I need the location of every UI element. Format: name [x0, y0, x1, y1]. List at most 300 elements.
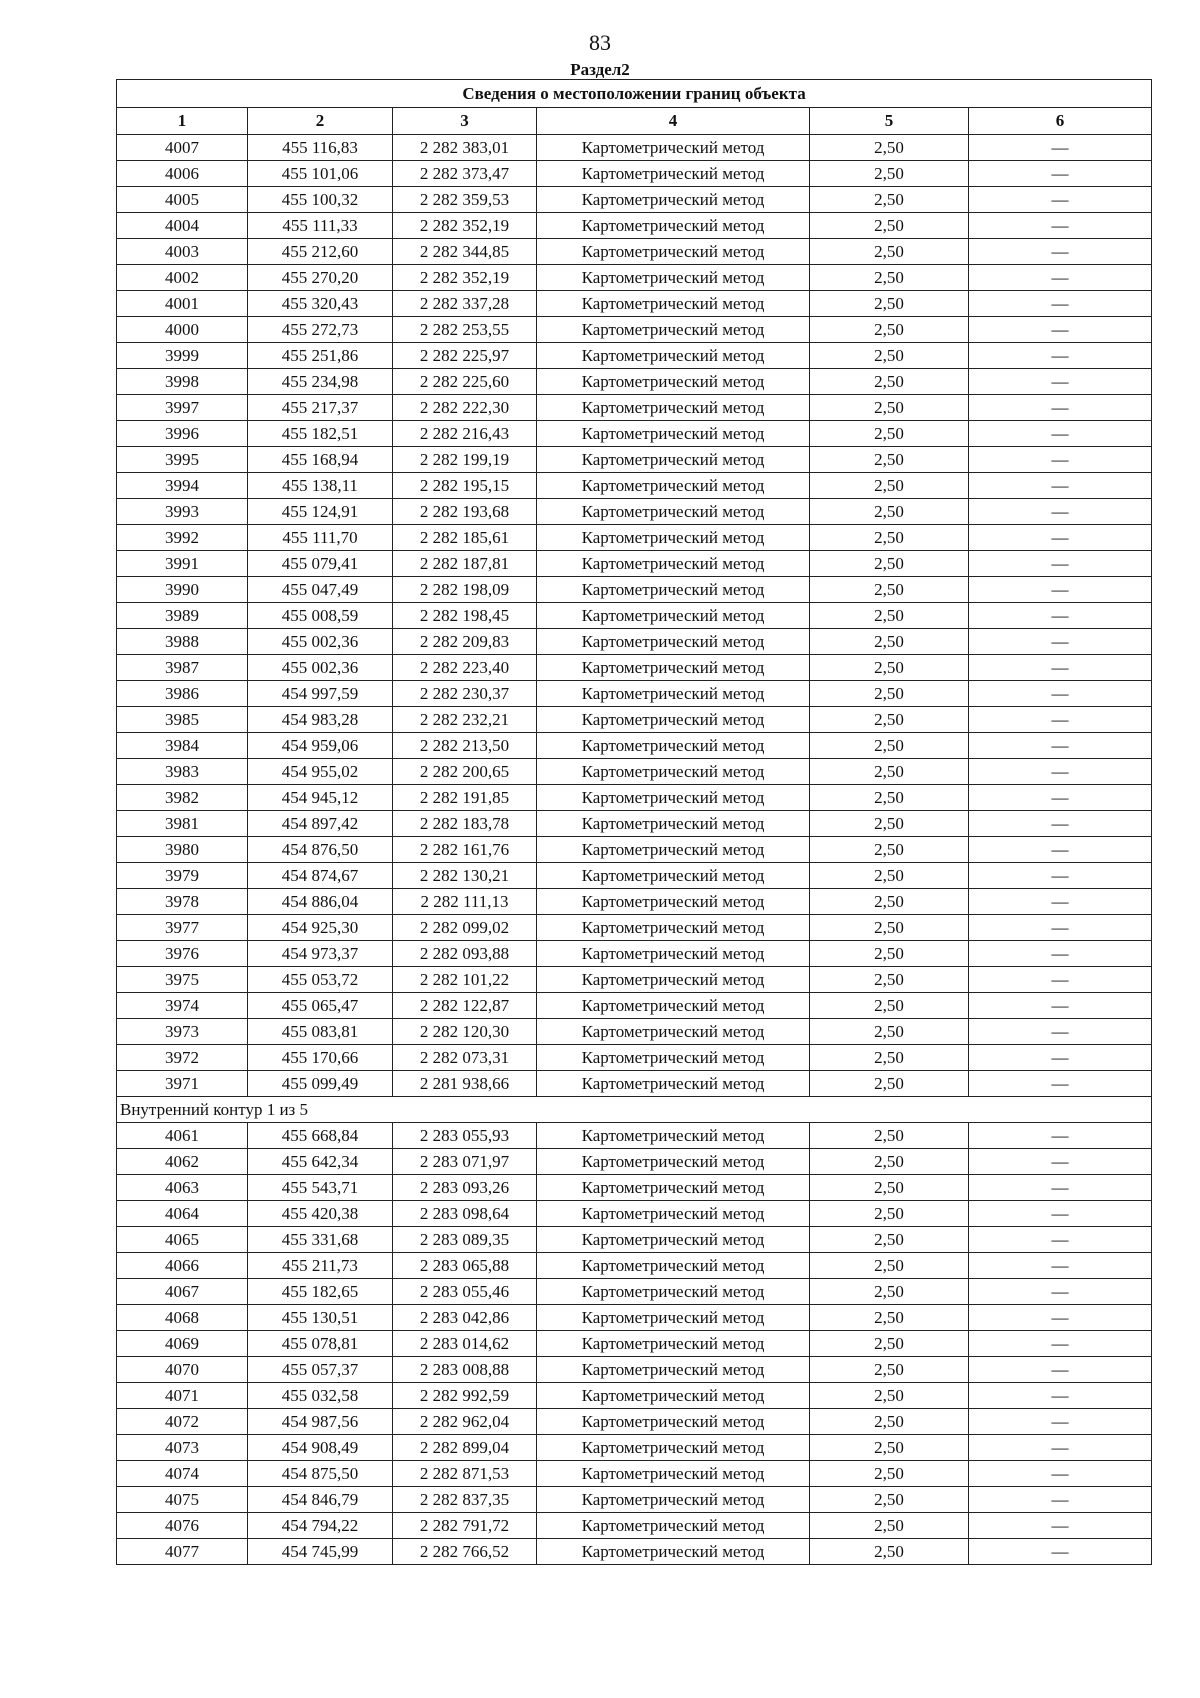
table-cell: 2,50 — [810, 1513, 969, 1539]
table-cell: 2,50 — [810, 239, 969, 265]
column-header: 6 — [969, 108, 1152, 135]
table-cell: — — [969, 1487, 1152, 1513]
table-row — [117, 993, 1152, 1019]
table-cell: — — [969, 1383, 1152, 1409]
table-cell: 2,50 — [810, 1149, 969, 1175]
table-cell: 4076 — [117, 1513, 248, 1539]
table-cell: 2 281 938,66 — [393, 1071, 537, 1097]
table-cell: — — [969, 1149, 1152, 1175]
table-cell: — — [969, 1045, 1152, 1071]
table-cell: — — [969, 343, 1152, 369]
table-cell: 3995 — [117, 447, 248, 473]
table-cell: 455 099,49 — [248, 1071, 393, 1097]
table-cell: — — [969, 473, 1152, 499]
table-cell: 2 282 209,83 — [393, 629, 537, 655]
table-cell: 2,50 — [810, 135, 969, 161]
column-header: 2 — [248, 108, 393, 135]
table-cell: Картометрический метод — [537, 1357, 810, 1383]
page-number: 83 — [589, 30, 611, 55]
table-cell: 2 282 191,85 — [393, 785, 537, 811]
table-row — [117, 759, 1152, 785]
table-cell: 2,50 — [810, 863, 969, 889]
table-cell: 3971 — [117, 1071, 248, 1097]
table-cell: 2 283 065,88 — [393, 1253, 537, 1279]
table-cell: Картометрический метод — [537, 551, 810, 577]
table-row — [117, 837, 1152, 863]
table-cell: 2 282 352,19 — [393, 265, 537, 291]
table-cell: 4072 — [117, 1409, 248, 1435]
table-cell: 2 282 344,85 — [393, 239, 537, 265]
table-cell: 4075 — [117, 1487, 248, 1513]
table-cell: 2,50 — [810, 603, 969, 629]
table-cell: 2 282 871,53 — [393, 1461, 537, 1487]
table-cell: — — [969, 1331, 1152, 1357]
table-cell: 3985 — [117, 707, 248, 733]
table-row — [117, 421, 1152, 447]
table-cell: 2,50 — [810, 369, 969, 395]
table-cell: Картометрический метод — [537, 733, 810, 759]
table-cell: 455 057,37 — [248, 1357, 393, 1383]
table-cell: 454 955,02 — [248, 759, 393, 785]
table-cell: 454 876,50 — [248, 837, 393, 863]
table-title: Сведения о местоположении границ объекта — [117, 80, 1152, 108]
table-cell: 2,50 — [810, 1357, 969, 1383]
table-cell: 2 282 216,43 — [393, 421, 537, 447]
table-cell: Картометрический метод — [537, 1513, 810, 1539]
table-cell: 2 282 962,04 — [393, 1409, 537, 1435]
table-cell: 2,50 — [810, 1461, 969, 1487]
table-cell: 2 282 359,53 — [393, 187, 537, 213]
table-row — [117, 1383, 1152, 1409]
table-row — [117, 915, 1152, 941]
table-cell: 2 282 122,87 — [393, 993, 537, 1019]
table-cell: Картометрический метод — [537, 811, 810, 837]
table-cell: — — [969, 889, 1152, 915]
table-cell: 2,50 — [810, 447, 969, 473]
table-row — [117, 629, 1152, 655]
table-cell: 454 987,56 — [248, 1409, 393, 1435]
table-cell: 3990 — [117, 577, 248, 603]
table-cell: 2 282 337,28 — [393, 291, 537, 317]
table-cell: Картометрический метод — [537, 1383, 810, 1409]
table-cell: 2 282 093,88 — [393, 941, 537, 967]
table-row — [117, 1357, 1152, 1383]
column-header: 3 — [393, 108, 537, 135]
table-cell: Картометрический метод — [537, 1045, 810, 1071]
table-cell: 2,50 — [810, 1383, 969, 1409]
table-cell: 4004 — [117, 213, 248, 239]
table-cell: 2,50 — [810, 811, 969, 837]
table-cell: 2,50 — [810, 1175, 969, 1201]
table-cell: Картометрический метод — [537, 265, 810, 291]
table-row — [117, 967, 1152, 993]
table-cell: — — [969, 1279, 1152, 1305]
table-row — [117, 473, 1152, 499]
table-cell: — — [969, 1019, 1152, 1045]
table-cell: 4061 — [117, 1123, 248, 1149]
table-cell: 4069 — [117, 1331, 248, 1357]
table-cell: 455 101,06 — [248, 161, 393, 187]
table-cell: 2 282 101,22 — [393, 967, 537, 993]
table-cell: 2,50 — [810, 1539, 969, 1565]
table-cell: — — [969, 1227, 1152, 1253]
table-cell: — — [969, 811, 1152, 837]
table-cell: 454 745,99 — [248, 1539, 393, 1565]
table-cell: 2,50 — [810, 1123, 969, 1149]
table-row — [117, 213, 1152, 239]
table-cell: — — [969, 941, 1152, 967]
table-cell: Картометрический метод — [537, 863, 810, 889]
table-cell: 454 897,42 — [248, 811, 393, 837]
table-row — [117, 265, 1152, 291]
section-title: Раздел2 — [570, 60, 630, 79]
table-cell: 454 959,06 — [248, 733, 393, 759]
table-cell: 2 282 198,45 — [393, 603, 537, 629]
table-cell: 455 078,81 — [248, 1331, 393, 1357]
table-cell: Картометрический метод — [537, 1305, 810, 1331]
table-cell: 2 282 899,04 — [393, 1435, 537, 1461]
table-cell: 455 008,59 — [248, 603, 393, 629]
table-cell: — — [969, 967, 1152, 993]
table-cell: 455 170,66 — [248, 1045, 393, 1071]
table-cell: 2 282 198,09 — [393, 577, 537, 603]
table-cell: 2,50 — [810, 1019, 969, 1045]
table-cell: 2 282 183,78 — [393, 811, 537, 837]
table-cell: 454 908,49 — [248, 1435, 393, 1461]
table-cell: 2,50 — [810, 525, 969, 551]
table-row — [117, 655, 1152, 681]
table-cell: 2,50 — [810, 1305, 969, 1331]
table-cell: 3982 — [117, 785, 248, 811]
table-cell: Картометрический метод — [537, 629, 810, 655]
table-cell: 2,50 — [810, 993, 969, 1019]
table-cell: Картометрический метод — [537, 603, 810, 629]
table-cell: 4077 — [117, 1539, 248, 1565]
table-cell: Картометрический метод — [537, 291, 810, 317]
table-cell: 2 282 791,72 — [393, 1513, 537, 1539]
table-cell: 3976 — [117, 941, 248, 967]
table-cell: 2,50 — [810, 577, 969, 603]
table-row — [117, 239, 1152, 265]
table-cell: 3973 — [117, 1019, 248, 1045]
table-cell: 455 111,33 — [248, 213, 393, 239]
table-cell: 2,50 — [810, 1279, 969, 1305]
table-cell: Картометрический метод — [537, 837, 810, 863]
table-cell: Картометрический метод — [537, 317, 810, 343]
table-cell: 3999 — [117, 343, 248, 369]
table-cell: 2,50 — [810, 291, 969, 317]
table-cell: — — [969, 525, 1152, 551]
table-cell: 2,50 — [810, 655, 969, 681]
table-cell: 3981 — [117, 811, 248, 837]
table-row — [117, 291, 1152, 317]
table-cell: 455 642,34 — [248, 1149, 393, 1175]
table-cell: 454 886,04 — [248, 889, 393, 915]
table-cell: 4000 — [117, 317, 248, 343]
table-cell: 2 282 837,35 — [393, 1487, 537, 1513]
table-cell: 2,50 — [810, 1331, 969, 1357]
table-cell: 455 168,94 — [248, 447, 393, 473]
table-cell: — — [969, 655, 1152, 681]
table-cell: 455 331,68 — [248, 1227, 393, 1253]
table-cell: 2,50 — [810, 889, 969, 915]
table-cell: 2,50 — [810, 317, 969, 343]
table-cell: 4073 — [117, 1435, 248, 1461]
table-cell: 2 283 055,93 — [393, 1123, 537, 1149]
contour-group-row — [117, 1097, 1152, 1123]
table-cell: 2 282 185,61 — [393, 525, 537, 551]
table-cell: 2,50 — [810, 1253, 969, 1279]
table-cell: — — [969, 1175, 1152, 1201]
table-row — [117, 681, 1152, 707]
table-cell: 3986 — [117, 681, 248, 707]
table-cell: — — [969, 421, 1152, 447]
table-cell: 2 282 992,59 — [393, 1383, 537, 1409]
table-cell: 3992 — [117, 525, 248, 551]
table-cell: Картометрический метод — [537, 1123, 810, 1149]
table-cell: — — [969, 447, 1152, 473]
table-cell: 455 251,86 — [248, 343, 393, 369]
table-row — [117, 785, 1152, 811]
table-cell: 2 283 014,62 — [393, 1331, 537, 1357]
table-cell: — — [969, 1253, 1152, 1279]
table-cell: Картометрический метод — [537, 421, 810, 447]
table-cell: — — [969, 785, 1152, 811]
table-cell: — — [969, 239, 1152, 265]
table-cell: — — [969, 1461, 1152, 1487]
table-cell: — — [969, 369, 1152, 395]
table-cell: 2 282 073,31 — [393, 1045, 537, 1071]
table-cell: 455 668,84 — [248, 1123, 393, 1149]
table-cell: 2 282 199,19 — [393, 447, 537, 473]
table-cell: — — [969, 837, 1152, 863]
table-cell: 3972 — [117, 1045, 248, 1071]
table-cell: 2 283 055,46 — [393, 1279, 537, 1305]
table-cell: Картометрический метод — [537, 707, 810, 733]
table-cell: 2,50 — [810, 473, 969, 499]
table-cell: 3994 — [117, 473, 248, 499]
table-cell: 2 282 187,81 — [393, 551, 537, 577]
table-cell: 2 282 373,47 — [393, 161, 537, 187]
table-cell: Картометрический метод — [537, 1331, 810, 1357]
table-row — [117, 1331, 1152, 1357]
table-cell: Картометрический метод — [537, 395, 810, 421]
table-row — [117, 395, 1152, 421]
table-cell: Картометрический метод — [537, 1227, 810, 1253]
header-row — [117, 108, 1152, 135]
table-cell: 455 079,41 — [248, 551, 393, 577]
table-cell: 2 283 008,88 — [393, 1357, 537, 1383]
table-cell: Картометрический метод — [537, 577, 810, 603]
table-cell: 455 272,73 — [248, 317, 393, 343]
table-cell: 454 997,59 — [248, 681, 393, 707]
table-cell: 455 002,36 — [248, 629, 393, 655]
table-row — [117, 135, 1152, 161]
table-body — [117, 80, 1152, 1565]
table-cell: Картометрический метод — [537, 915, 810, 941]
table-cell: 2 282 352,19 — [393, 213, 537, 239]
table-cell: 2 282 111,13 — [393, 889, 537, 915]
table-cell: 4067 — [117, 1279, 248, 1305]
table-row — [117, 317, 1152, 343]
table-cell: 2 282 130,21 — [393, 863, 537, 889]
table-cell: — — [969, 161, 1152, 187]
table-cell: 4006 — [117, 161, 248, 187]
table-cell: 2 282 120,30 — [393, 1019, 537, 1045]
table-cell: — — [969, 603, 1152, 629]
table-cell: — — [969, 577, 1152, 603]
table-row — [117, 941, 1152, 967]
table-row — [117, 889, 1152, 915]
table-row — [117, 499, 1152, 525]
table-cell: Картометрический метод — [537, 1019, 810, 1045]
table-cell: 2,50 — [810, 759, 969, 785]
table-cell: 2 282 230,37 — [393, 681, 537, 707]
table-cell: Картометрический метод — [537, 1071, 810, 1097]
table-cell: — — [969, 1409, 1152, 1435]
table-cell: 455 138,11 — [248, 473, 393, 499]
table-cell: 2,50 — [810, 161, 969, 187]
table-cell: 4064 — [117, 1201, 248, 1227]
table-cell: 455 212,60 — [248, 239, 393, 265]
table-cell: 2,50 — [810, 837, 969, 863]
table-row — [117, 577, 1152, 603]
table-row — [117, 1539, 1152, 1565]
table-cell: 4074 — [117, 1461, 248, 1487]
table-cell: 454 875,50 — [248, 1461, 393, 1487]
table-cell: 3980 — [117, 837, 248, 863]
table-cell: 454 874,67 — [248, 863, 393, 889]
table-cell: — — [969, 551, 1152, 577]
table-cell: 2,50 — [810, 1435, 969, 1461]
table-cell: 454 983,28 — [248, 707, 393, 733]
table-cell: — — [969, 1123, 1152, 1149]
table-cell: 2,50 — [810, 967, 969, 993]
table-cell: 3974 — [117, 993, 248, 1019]
table-cell: 3989 — [117, 603, 248, 629]
table-cell: — — [969, 759, 1152, 785]
table-cell: 2,50 — [810, 187, 969, 213]
table-row — [117, 1461, 1152, 1487]
table-cell: 2 283 098,64 — [393, 1201, 537, 1227]
table-cell: 3979 — [117, 863, 248, 889]
table-cell: Картометрический метод — [537, 759, 810, 785]
table-cell: 2,50 — [810, 785, 969, 811]
table-cell: — — [969, 187, 1152, 213]
table-cell: — — [969, 863, 1152, 889]
table-cell: — — [969, 395, 1152, 421]
table-row — [117, 1487, 1152, 1513]
table-cell: 2,50 — [810, 1487, 969, 1513]
table-cell: 2,50 — [810, 1071, 969, 1097]
table-cell: 455 083,81 — [248, 1019, 393, 1045]
table-cell: 455 543,71 — [248, 1175, 393, 1201]
table-cell: 2 282 200,65 — [393, 759, 537, 785]
table-cell: 2,50 — [810, 915, 969, 941]
table-row — [117, 1071, 1152, 1097]
table-cell: — — [969, 265, 1152, 291]
table-cell: 455 116,83 — [248, 135, 393, 161]
table-row — [117, 551, 1152, 577]
table-cell: Картометрический метод — [537, 343, 810, 369]
table-cell: 455 065,47 — [248, 993, 393, 1019]
table-row — [117, 161, 1152, 187]
table-cell: 2,50 — [810, 421, 969, 447]
table-cell: 454 945,12 — [248, 785, 393, 811]
table-cell: 2 282 766,52 — [393, 1539, 537, 1565]
table-cell: Картометрический метод — [537, 889, 810, 915]
table-cell: 4002 — [117, 265, 248, 291]
table-row — [117, 707, 1152, 733]
table-row — [117, 1513, 1152, 1539]
table-cell: 2 282 253,55 — [393, 317, 537, 343]
table-cell: Картометрический метод — [537, 1253, 810, 1279]
table-cell: Картометрический метод — [537, 447, 810, 473]
table-row — [117, 733, 1152, 759]
table-cell: 3996 — [117, 421, 248, 447]
table-cell: Картометрический метод — [537, 473, 810, 499]
table-cell: Картометрический метод — [537, 681, 810, 707]
table-cell: 3978 — [117, 889, 248, 915]
table-cell: 4070 — [117, 1357, 248, 1383]
table-cell: 2 282 223,40 — [393, 655, 537, 681]
table-row — [117, 1305, 1152, 1331]
table-cell: Картометрический метод — [537, 213, 810, 239]
table-cell: 4001 — [117, 291, 248, 317]
table-cell: 3993 — [117, 499, 248, 525]
table-cell: 3997 — [117, 395, 248, 421]
table-cell: — — [969, 1357, 1152, 1383]
table-cell: — — [969, 1513, 1152, 1539]
column-header: 4 — [537, 108, 810, 135]
table-cell: 455 130,51 — [248, 1305, 393, 1331]
table-row — [117, 1227, 1152, 1253]
table-cell: — — [969, 291, 1152, 317]
table-cell: Картометрический метод — [537, 135, 810, 161]
table-cell: 454 973,37 — [248, 941, 393, 967]
table-cell: Картометрический метод — [537, 1539, 810, 1565]
table-cell: 3975 — [117, 967, 248, 993]
table-cell: 2 282 213,50 — [393, 733, 537, 759]
table-cell: 2,50 — [810, 265, 969, 291]
table-cell: 3991 — [117, 551, 248, 577]
table-cell: 2,50 — [810, 941, 969, 967]
column-header: 5 — [810, 108, 969, 135]
table-cell: 455 053,72 — [248, 967, 393, 993]
table-cell: — — [969, 629, 1152, 655]
table-cell: — — [969, 1201, 1152, 1227]
table-cell: 3983 — [117, 759, 248, 785]
table-row — [117, 1123, 1152, 1149]
table-cell: 4068 — [117, 1305, 248, 1331]
table-cell: — — [969, 915, 1152, 941]
table-cell: Картометрический метод — [537, 187, 810, 213]
table-row — [117, 1253, 1152, 1279]
table-cell: — — [969, 1305, 1152, 1331]
table-cell: 2 282 222,30 — [393, 395, 537, 421]
table-cell: Картометрический метод — [537, 1175, 810, 1201]
table-cell: Картометрический метод — [537, 967, 810, 993]
table-cell: 455 320,43 — [248, 291, 393, 317]
table-row — [117, 863, 1152, 889]
table-cell: 455 124,91 — [248, 499, 393, 525]
table-row — [117, 811, 1152, 837]
table-cell: 3984 — [117, 733, 248, 759]
table-cell: 455 420,38 — [248, 1201, 393, 1227]
table-row — [117, 447, 1152, 473]
table-cell: 2 283 042,86 — [393, 1305, 537, 1331]
table-cell: 2 282 099,02 — [393, 915, 537, 941]
